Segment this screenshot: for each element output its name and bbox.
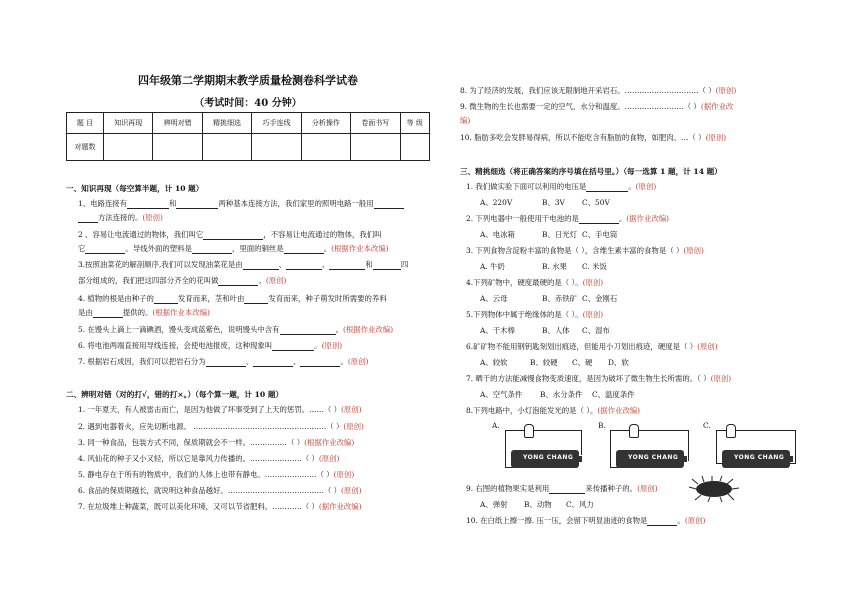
s3-q9-options: A、弹射 B、动物 C、风力 xyxy=(480,500,594,509)
s1-line-1: 1、电路连接有 和 两种基本连接方法，我们家里的照明电路一般用 xyxy=(78,199,404,209)
s3-q2: 2. 下列电器中一般使用干电池的是 。(据作业改编) xyxy=(466,214,670,223)
s1-line-5: 3.按照油菜花的解剖顺序,我们可以发现油菜花是由 、 、 和 四 xyxy=(78,260,409,269)
section-1-heading: 一、知识再现（每空算半题，计 10 题） xyxy=(66,184,204,193)
s3-q6-options: A、较软 B、较硬 C、硬 D、软 xyxy=(480,358,629,367)
score-cell[interactable] xyxy=(301,134,350,161)
s3-q4-options: A、云母 B、赤铁矿 C、金刚石 xyxy=(480,294,618,303)
score-head: 题 目 xyxy=(67,113,104,134)
s1-line-11: 7. 根据岩石成因，我们可以把岩石分为 、 、 。(原创) xyxy=(78,357,369,366)
score-cell[interactable] xyxy=(400,134,429,161)
score-cell[interactable] xyxy=(252,134,301,161)
score-head: 卷面书写 xyxy=(351,113,400,134)
score-row-label: 对题数 xyxy=(67,134,104,161)
s1-line-8: 是由 提供的。(根据作业本改编) xyxy=(78,308,210,317)
s3-q6: 6.矿矿物不能用钢钥匙刻划出痕迹，但能用小刀划出痕迹，硬度是（ ）(原创) xyxy=(466,342,718,351)
score-cell[interactable] xyxy=(153,134,202,161)
s1-line-2: 方法连接的。(原创) xyxy=(78,213,163,223)
score-head: 精挑细选 xyxy=(202,113,251,134)
s1-line-4: 它 。导线外面的塑料是 ，里面的铜丝是 。(根据作业本改编) xyxy=(78,244,389,253)
circuit-b-label: B. xyxy=(598,421,606,430)
s3-q5-options: A、干木棒 B、人体 C、湿布 xyxy=(480,326,610,335)
battery-icon: YONG CHANG xyxy=(616,450,684,468)
page-title: 四年级第二学期期末教学质量检测卷科学试卷 xyxy=(138,74,358,87)
s3-q1: 1. 我们做实验下面可以利用的电压是 。(原创) xyxy=(466,182,657,191)
s3-q8: 8.下列电路中，小灯泡能发光的是（ ）。(据作业改编) xyxy=(466,406,641,415)
score-head: 巧手连线 xyxy=(252,113,301,134)
s3-q1-options: A、220V B、3V C、50V xyxy=(480,198,610,207)
s3-q7: 7. 晒干的方法能减慢食物变质速度，是因为破坏了微生物生长所需的。（ ）(原创) xyxy=(466,374,732,383)
s2-item-7: 7. 在垃圾堆上种蔬菜，既可以美化环境，又可以节省肥料。…………（ ）(据作业改编) xyxy=(78,502,362,511)
s3-q2-options: A、电冰箱 B、日光灯 C、手电筒 xyxy=(480,230,618,239)
s3-q5: 5.下列物体中属于绝缘体的是（ ）。(原创) xyxy=(466,310,604,319)
s1-line-9: 5. 在馒头上滴上一滴碘酒，馒头变成蓝紫色，说明馒头中含有 。(根据作业改编) xyxy=(78,325,394,334)
s2-item-6: 6. 食品的保质期越长，就说明这种食品越好。…………………………………（ ）(原创) xyxy=(78,486,362,495)
s2-item-2: 2. 遇到电器着火，应先切断电源。 ………………………………………………（ ）(原创) xyxy=(78,422,364,431)
s3-q3: 3. 下列食物含淀粉丰富的食物是（ ），含维生素丰富的食物是（ ）(原创) xyxy=(466,246,704,255)
section-2-heading: 二、辨明对错（对的打√，错的打×。）（每个算一题，计 10 题） xyxy=(66,390,284,399)
s2-item-9-cont: 编) xyxy=(460,116,471,125)
battery-icon: YONG CHANG xyxy=(722,450,790,468)
s2-item-8: 8. 为了经济的发展，我们应该无限制地开采岩石。…………………………（ ）(原创) xyxy=(460,86,737,95)
score-head: 等 级 xyxy=(400,113,429,134)
s2-item-10: 10. 脂肪多吃会发胖易得病，所以不能吃含有脂肪的食物，如肥肉、…（ ）(原创) xyxy=(460,133,727,142)
circuit-c xyxy=(716,420,798,472)
score-head: 分析操作 xyxy=(301,113,350,134)
s3-q10: 10. 在白纸上擦一擦. 压一压，会留下明显油迹的食物是 。(原创) xyxy=(466,516,706,525)
burr-fruit-image xyxy=(686,476,742,502)
s1-line-6: 部分组成的，我们把这四部分齐全的花叫做 。(原创) xyxy=(78,276,287,285)
circuit-b xyxy=(610,420,692,472)
circuit-a-label: A. xyxy=(492,421,500,430)
s1-line-3: 2 、容易让电流通过的物体，我们叫它 ，不容易让电流通过的物体，我们叫 xyxy=(78,230,382,239)
s2-item-4: 4. 风仙花的种子又小又轻，所以它是靠风力传播的。…………………（ ）(原创) xyxy=(78,454,340,463)
circuit-a xyxy=(505,420,585,472)
s1-line-7: 4. 植物的根是由种子的 发育而来，茎和叶由 发育而来，种子萌发时所需要的养料 xyxy=(78,294,387,303)
score-cell[interactable] xyxy=(202,134,251,161)
score-head: 辨明对错 xyxy=(153,113,202,134)
score-table xyxy=(66,112,430,161)
score-head: 知识再现 xyxy=(104,113,153,134)
s2-item-5: 5. 静电存在于所有的物质中，我们的人体上也带有静电。…………………（ ）(原创) xyxy=(78,470,355,479)
s3-q9: 9. 右图的植物果实是利用 来传播种子的。(原创) xyxy=(466,484,658,493)
score-cell[interactable] xyxy=(104,134,153,161)
s1-line-10: 6. 将电池两端直接用导线连接，会使电池报废，这种现象叫 。(原创) xyxy=(78,341,343,350)
battery-icon: YONG CHANG xyxy=(511,450,579,468)
score-cell[interactable] xyxy=(351,134,400,161)
s2-item-3: 3. 同一种食品，包装方式不同，保质期就会不一样。……………（ ）(根据作业改编) xyxy=(78,438,355,447)
s3-q7-options: A、空气条件 B、水分条件 C、温度条件 xyxy=(480,390,635,399)
section-3-heading: 三、精挑细选（将正确答案的序号填在括号里。）（每一选算 1 题，计 14 题） xyxy=(460,167,722,176)
exam-time: （考试时间：40 分钟） xyxy=(194,98,302,109)
s2-item-1: 1. 一年夏天，有人被雷击而亡，是因为他做了坏事受到了上天的惩罚。……（ ）(原创) xyxy=(78,405,362,414)
s3-q3-options: A. 牛奶 B. 水果 C. 米饭 xyxy=(480,262,607,271)
circuit-c-label: C. xyxy=(703,421,711,430)
s3-q4: 4.下列矿物中，硬度最硬的是（ ）。(原创) xyxy=(466,278,604,287)
s2-item-9: 9. 微生物的生长也需要一定的空气、水分和温度。……………………（ ）(据作业改 xyxy=(460,102,734,111)
